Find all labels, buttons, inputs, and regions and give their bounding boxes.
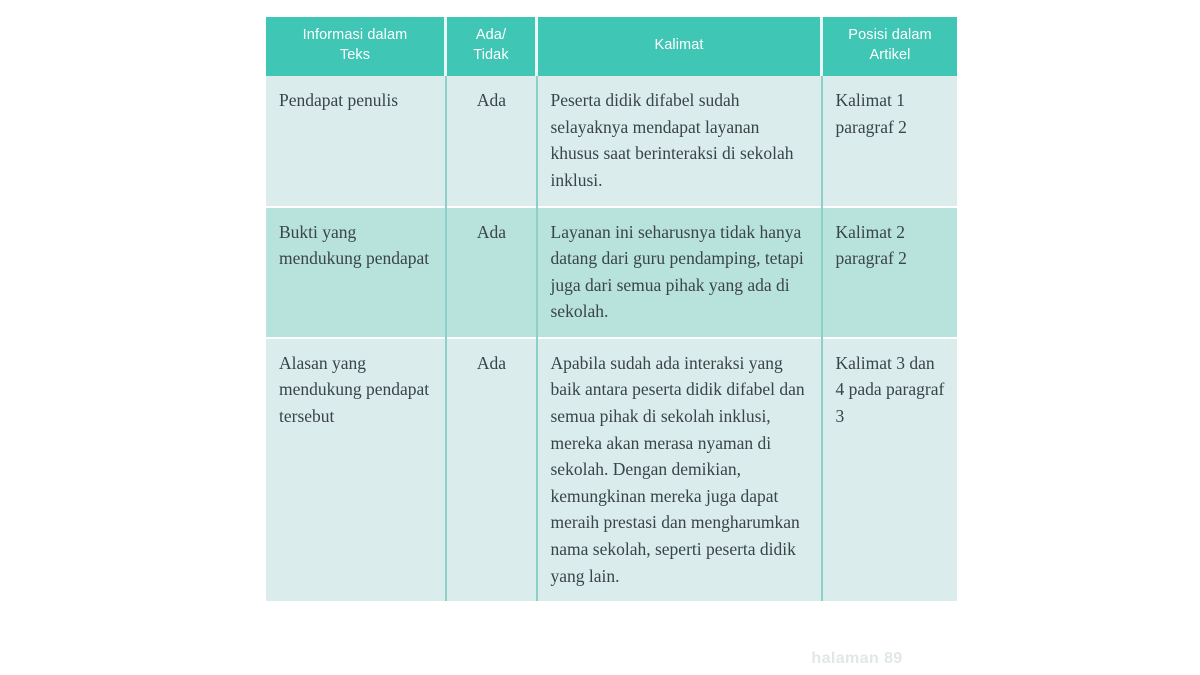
cell-ada-tidak: Ada bbox=[446, 76, 537, 206]
column-header-informasi bbox=[266, 17, 446, 76]
table-row bbox=[266, 207, 957, 338]
column-header-kalimat-line1: Kalimat bbox=[654, 36, 704, 53]
cell-kalimat: Peserta didik difabel sudah selayaknya mendapat layanan khusus saat berinteraksi di sekolah inklusi. bbox=[537, 76, 822, 206]
table-row bbox=[266, 338, 957, 601]
cell-kalimat: Layanan ini seharusnya tidak hanya datang dari guru pendamping, tetapi juga dari semua pihak yang ada di sekolah. bbox=[537, 207, 822, 338]
cell-informasi: Pendapat penulis bbox=[266, 76, 446, 206]
column-header-posisi bbox=[822, 17, 958, 76]
cell-posisi: Kalimat 1 paragraf 2 bbox=[822, 76, 958, 206]
column-header-informasi-line1: Informasi dalam bbox=[302, 27, 408, 43]
column-header-posisi-line2: Artikel bbox=[869, 46, 911, 63]
column-header-informasi-line2: Teks bbox=[339, 46, 371, 63]
cell-ada-tidak: Ada bbox=[446, 338, 537, 601]
table-row bbox=[266, 76, 957, 206]
cell-posisi: Kalimat 3 dan 4 pada paragraf 3 bbox=[822, 338, 958, 601]
cell-informasi: Bukti yang mendukung pendapat bbox=[266, 207, 446, 338]
column-header-kalimat bbox=[537, 17, 822, 76]
table-header-row bbox=[266, 17, 957, 76]
cell-ada-tidak: Ada bbox=[446, 207, 537, 338]
cell-informasi: Alasan yang mendukung pendapat tersebut bbox=[266, 338, 446, 601]
column-header-posisi-line1: Posisi dalam bbox=[848, 27, 932, 43]
cell-kalimat: Apabila sudah ada interaksi yang baik antara peserta didik difabel dan semua pihak di sekolah inklusi, mereka akan merasa nyaman di sekolah. Dengan demikian, kemungkinan mereka juga dapat meraih prestasi dan mengharumkan nama sekolah, seperti peserta didik yang lain. bbox=[537, 338, 822, 601]
column-header-ada-tidak-line1: Ada/ bbox=[475, 27, 507, 43]
page-watermark: halaman 89 bbox=[811, 650, 903, 667]
table-body bbox=[266, 76, 957, 601]
column-header-ada-tidak bbox=[446, 17, 537, 76]
opinion-analysis-table bbox=[266, 17, 957, 601]
table-header bbox=[266, 17, 957, 76]
cell-posisi: Kalimat 2 paragraf 2 bbox=[822, 207, 958, 338]
column-header-ada-tidak-line2: Tidak bbox=[473, 46, 509, 63]
